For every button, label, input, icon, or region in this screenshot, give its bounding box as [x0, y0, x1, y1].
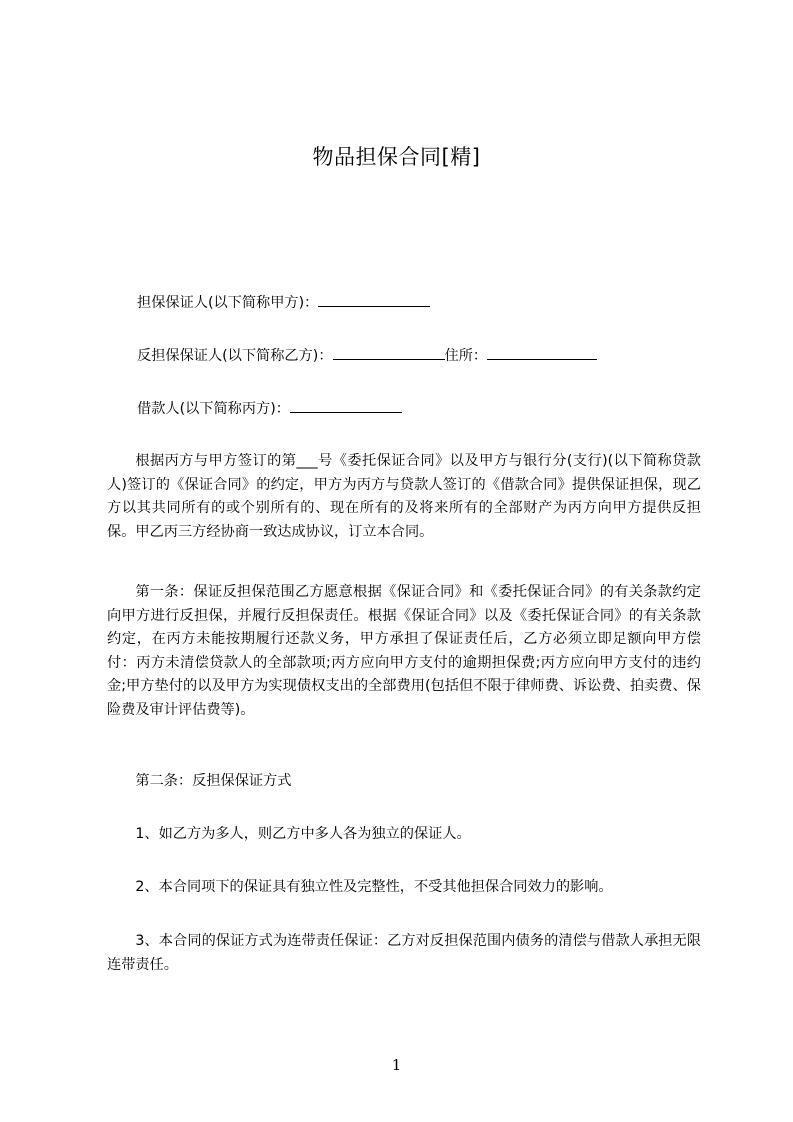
document-title: 物品担保合同[精]: [312, 145, 481, 169]
borrower-label: 借款人(以下简称丙方)：: [137, 401, 290, 417]
borrower-line: [137, 398, 402, 419]
counter-guarantor-line: [137, 345, 597, 366]
borrower-blank: [290, 398, 402, 413]
clause-1: 1、如乙方为多人，则乙方中多人各为独立的保证人。: [135, 826, 471, 842]
guarantor-line: [137, 292, 430, 313]
address-blank: [487, 345, 597, 360]
article-1-paragraph: 第一条：保证反担保范围乙方愿意根据《保证合同》和《委托保证合同》的有关条款约定向甲方进行反担保，并履行反担保责任。根据《保证合同》以及《委托保证合同》的有关条款约定，在丙方未能按期履行还款义务，甲方承担了保证责任后，乙方必须立即足额向甲方偿付：丙方未清偿贷款人的全部款项;丙方应向甲方支付的逾期担保费;丙方应向甲方支付的违约金;甲方垫付的以及甲方为实现债权支出的全部费用(包括但不限于律师费、诉讼费、拍卖费、保险费及审计评估费等)。: [107, 584, 701, 718]
address-label: 住所：: [444, 348, 488, 364]
clause-2: 2、本合同项下的保证具有独立性及完整性，不受其他担保合同效力的影响。: [135, 879, 613, 895]
counter-guarantor-label: 反担保保证人(以下简称乙方)：: [137, 348, 333, 364]
counter-guarantor-blank: [333, 345, 445, 360]
guarantor-blank: [318, 292, 430, 307]
guarantor-label: 担保保证人(以下简称甲方)：: [137, 295, 319, 311]
preamble-paragraph: 根据丙方与甲方签订的第___号《委托保证合同》以及甲方与银行分(支行)(以下简称贷款人)签订的《保证合同》的约定，甲方为丙方与贷款人签订的《借款合同》提供保证担保，现乙方以其共同所有的或个别所有的、现在所有的及将来所有的全部财产为丙方向甲方提供反担保。甲乙丙三方经协商一致达成协议，订立本合同。: [107, 453, 701, 540]
page-number: 1: [391, 1056, 402, 1074]
article-2-heading: 第二条：反担保保证方式: [135, 773, 292, 789]
clause-3: 3、本合同的保证方式为连带责任保证：乙方对反担保范围内债务的清偿与借款人承担无限连带责任。: [107, 933, 701, 973]
